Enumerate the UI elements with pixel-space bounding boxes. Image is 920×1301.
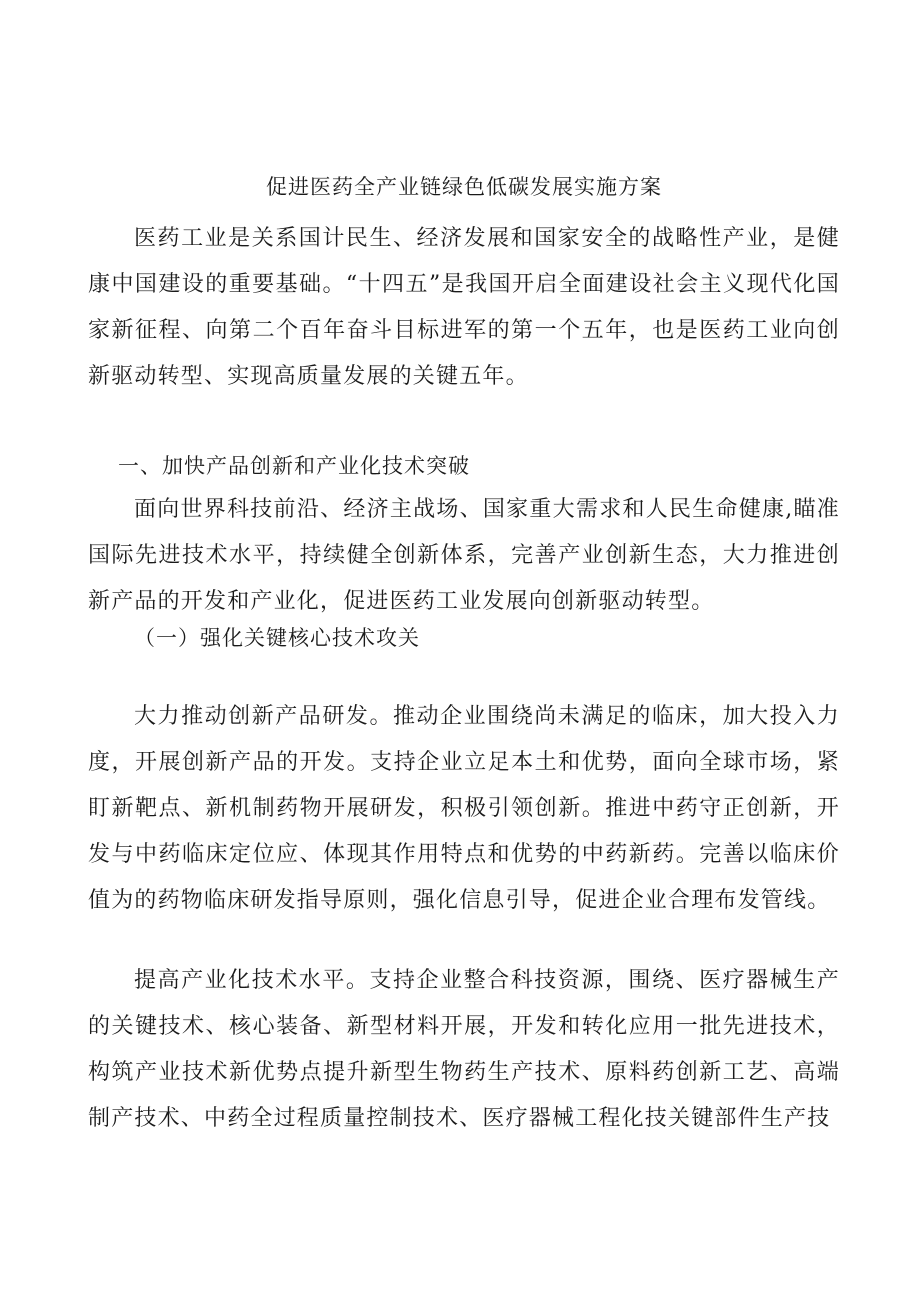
document-title: 促进医药全产业链绿色低碳发展实施方案 xyxy=(266,175,662,199)
subsection-heading-1: （一）强化关键核心技术攻关 xyxy=(134,626,420,650)
paragraph-section-1: 面向世界科技前沿、经济主战场、国家重大需求和人民生命健康,瞄准国际先进技术水平，持续健全创新体系，完善产业创新生态，大力推进创新产品的开发和产业化，促进医药工业发展向创新驱动转型。 xyxy=(88,497,840,614)
paragraph-industrialization: 提高产业化技术水平。支持企业整合科技资源，围绕、医疗器械生产的关键技术、核心装备、新型材料开展，开发和转化应用一批先进技术，构筑产业技术新优势点提升新型生物药生产技术、原料药创新工艺、高端制产技术、中药全过程质量控制技术、医疗器械工程化技关键部件生产技 xyxy=(88,968,840,1131)
paragraph-intro: 医药工业是关系国计民生、经济发展和国家安全的战略性产业，是健康中国建设的重要基础。“十四五”是我国开启全面建设社会主义现代化国家新征程、向第二个百年奋斗目标进军的第一个五年，也是医药工业向创新驱动转型、实现高质量发展的关键五年。 xyxy=(88,226,840,389)
paragraph-innovation: 大力推动创新产品研发。推动企业围绕尚未满足的临床，加大投入力度，开展创新产品的开发。支持企业立足本土和优势，面向全球市场，紧盯新靶点、新机制药物开展研发，积极引领创新。推进中药守正创新，开发与中药临床定位应、体现其作用特点和优势的中药新药。完善以临床价值为的药物临床研发指导原则，强化信息引导，促进企业合理布发管线。 xyxy=(88,704,840,913)
section-heading-1: 一、加快产品创新和产业化技术突破 xyxy=(118,454,470,478)
